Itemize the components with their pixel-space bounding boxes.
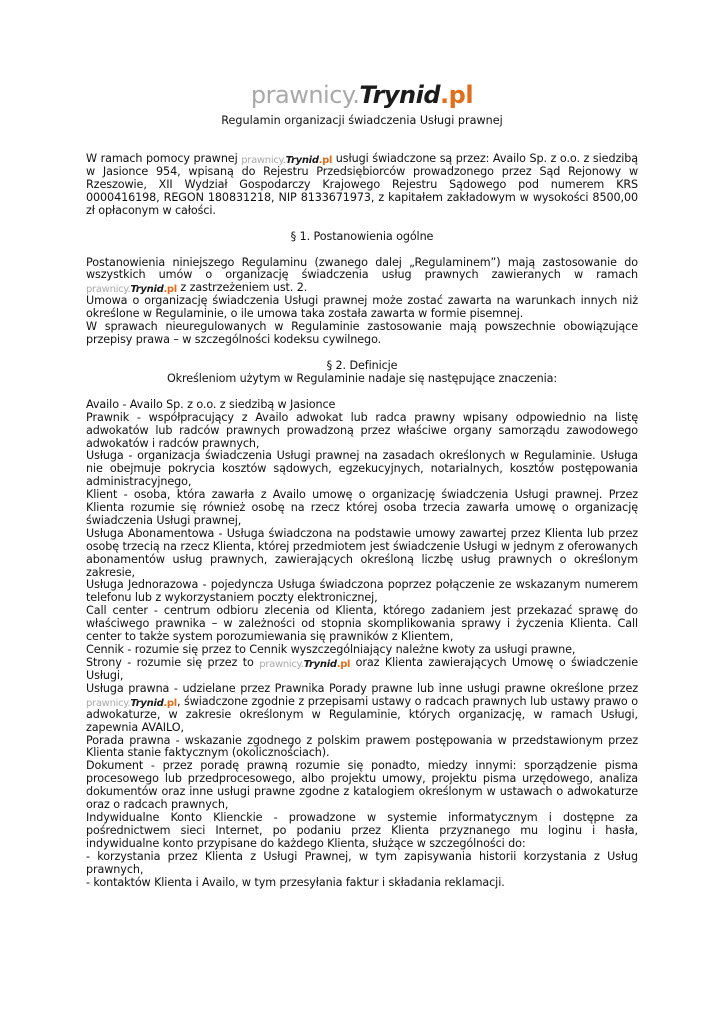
section-2-heading: § 2. Definicje — [326, 358, 398, 372]
definition-strony: Strony - rozumie się przez to prawnicy.Trynid.pl oraz Klienta zawierających Umowę o świadczenie Usługi, — [86, 655, 638, 682]
document-page — [86, 80, 638, 889]
section-1-paragraph-2: Umowa o organizację świadczenia Usługi prawnej może zostać zawarta na warunkach innych niż określone w Regulaminie, o ile umowa taka została zawarta w formie pisemnej. — [86, 294, 638, 321]
definition-usluga: Usługa - organizacja świadczenia Usługi prawnej na zasadach określonych w Regulaminie. Usługa nie obejmuje pokrycia kosztów sądowych, egzekucyjnych, notarialnych, kosztów postępowania administracyjnego, — [86, 449, 638, 489]
definition-prawnik: Prawnik - współpracujący z Availo adwokat lub radca prawny wpisany odpowiednio na listę adwokatów lub radców prawnych prowadzoną przez właściwe organy samorządu zawodowego adwokatów i radców prawnych, — [86, 410, 638, 450]
definition-klient: Klient - osoba, która zawarła z Availo umowę o organizację świadczenia Usługi prawnej. Przez Klienta rozumie się również osobę na rzecz której osoba trzecia zawarła umowę o organizację świadczenia Usługi prawnej, — [86, 488, 638, 527]
intro-paragraph: W ramach pomocy prawnej prawnicy.Trynid.pl usługi świadczone są przez: Availo Sp. z o.o. z siedzibą w Jasionce 954, wpisaną do Rejestru Przedsiębiorców prowadzonego przez Sąd Rejonowy w Rzeszowie, XII Wydział Gospodarczy Krajowego Rejestru Sądowego pod numerem KRS 0000416198, REGON 180831218, NIP 8133671973, z kapitałem zakładowym w wysokości 8500,00 zł opłaconym w całości. — [86, 152, 638, 217]
section-2-subheading: Określeniom użytym w Regulaminie nadaje się następujące znaczenia: — [166, 371, 558, 385]
logo-image: prawnicy.Trynid.pl — [250, 81, 474, 109]
definition-availo: Availo - Availo Sp. z o.o. z siedzibą w Jasionce — [86, 397, 336, 411]
document-title: Regulamin organizacji świadczenia Usługi prawnej — [221, 114, 503, 127]
section-1-paragraph-1: Postanowienia niniejszego Regulaminu (zwanego dalej „Regulaminem”) mają zastosowanie do wszystkich umów o organizację świadczenia usług prawnych zawieranych w ramach prawnicy.Trynid.pl z zastrzeżeniem ust. 2. — [86, 255, 638, 296]
definition-konto-item-1: - korzystania przez Klienta z Usługi Prawnej, w tym zapisywania historii korzystania z Usług prawnych, — [86, 849, 638, 876]
definition-dokument: Dokument - przez poradę prawną rozumie się ponadto, miedzy innymi: sporządzenie pisma procesowego lub przedprocesowego, albo projektu umowy, projektu pisma urzędowego, analiza dokumentów oraz inne usługi prawne zgodne z katalogiem określonym w ustawach o adwokaturze oraz o radcach prawnych, — [86, 759, 638, 812]
definition-usluga-jednorazowa: Usługa Jednorazowa - pojedyncza Usługa świadczona poprzez połączenie ze wskazanym numerem telefonu lub z wykorzystaniem poczty elektronicznej, — [86, 578, 638, 605]
definition-cennik: Cennik - rozumie się przez to Cennik wyszczególniający należne kwoty za usługi prawne, — [86, 643, 576, 656]
definition-porada-prawna: Porada prawna - wskazanie zgodnego z polskim prawem postępowania w przedstawionym przez Klienta stanie faktycznym (okolicznościach). — [86, 733, 638, 760]
section-1-heading: § 1. Postanowienia ogólne — [290, 229, 434, 243]
definition-usluga-prawna: Usługa prawna - udzielane przez Prawnika Porady prawne lub inne usługi prawne określone przez prawnicy.Trynid.pl, świadczone zgodnie z przepisami ustawy o radcach prawnych lub ustawy prawo o adwokaturze, w zakresie określonym w Regulaminie, których organizację, w ramach Usługi, zapewnia AVAILO, — [86, 681, 638, 734]
inline-logo: prawnicy.Trynid.pl — [259, 658, 351, 670]
definition-usluga-abonamentowa: Usługa Abonamentowa - Usługa świadczona na podstawie umowy zawartej przez Klienta lub przez osobę trzecią na rzecz Klienta, której przedmiotem jest świadczenie Usługi w jednym z oferowanych abonamentów usług prawnych, zawierających określoną liczbę usług prawnych o określonym zakresie, — [86, 526, 638, 579]
definition-konto-klienckie: Indywidualne Konto Klienckie - prowadzone w systemie informatycznym i dostępne za pośrednictwem sieci Internet, po podaniu przez Klienta przyznanego mu loginu i hasła, indywidualne konto przypisane do każdego Klienta, służące w szczególności do: — [86, 810, 638, 850]
inline-logo: prawnicy.Trynid.pl — [241, 155, 333, 166]
definition-konto-item-2: - kontaktów Klienta i Availo, w tym przesyłania faktur i składania reklamacji. — [86, 875, 505, 889]
inline-logo: prawnicy.Trynid.pl — [86, 284, 177, 296]
definition-call-center: Call center - centrum odbioru zlecenia od Klienta, którego zadaniem jest przekazać sprawę do właściwego prawnika – w zależności od stopnia skomplikowania sprawy i życzenia Klienta. Call center to także system porozumiewania się prawników z Klientem, — [86, 604, 638, 644]
section-1-paragraph-3: W sprawach nieuregulowanych w Regulaminie zastosowanie mają powszechnie obowiązujące przepisy prawa – w szczególności kodeksu cywilnego. — [86, 320, 638, 347]
inline-logo: prawnicy.Trynid.pl — [86, 697, 177, 709]
header-logo — [86, 80, 638, 112]
